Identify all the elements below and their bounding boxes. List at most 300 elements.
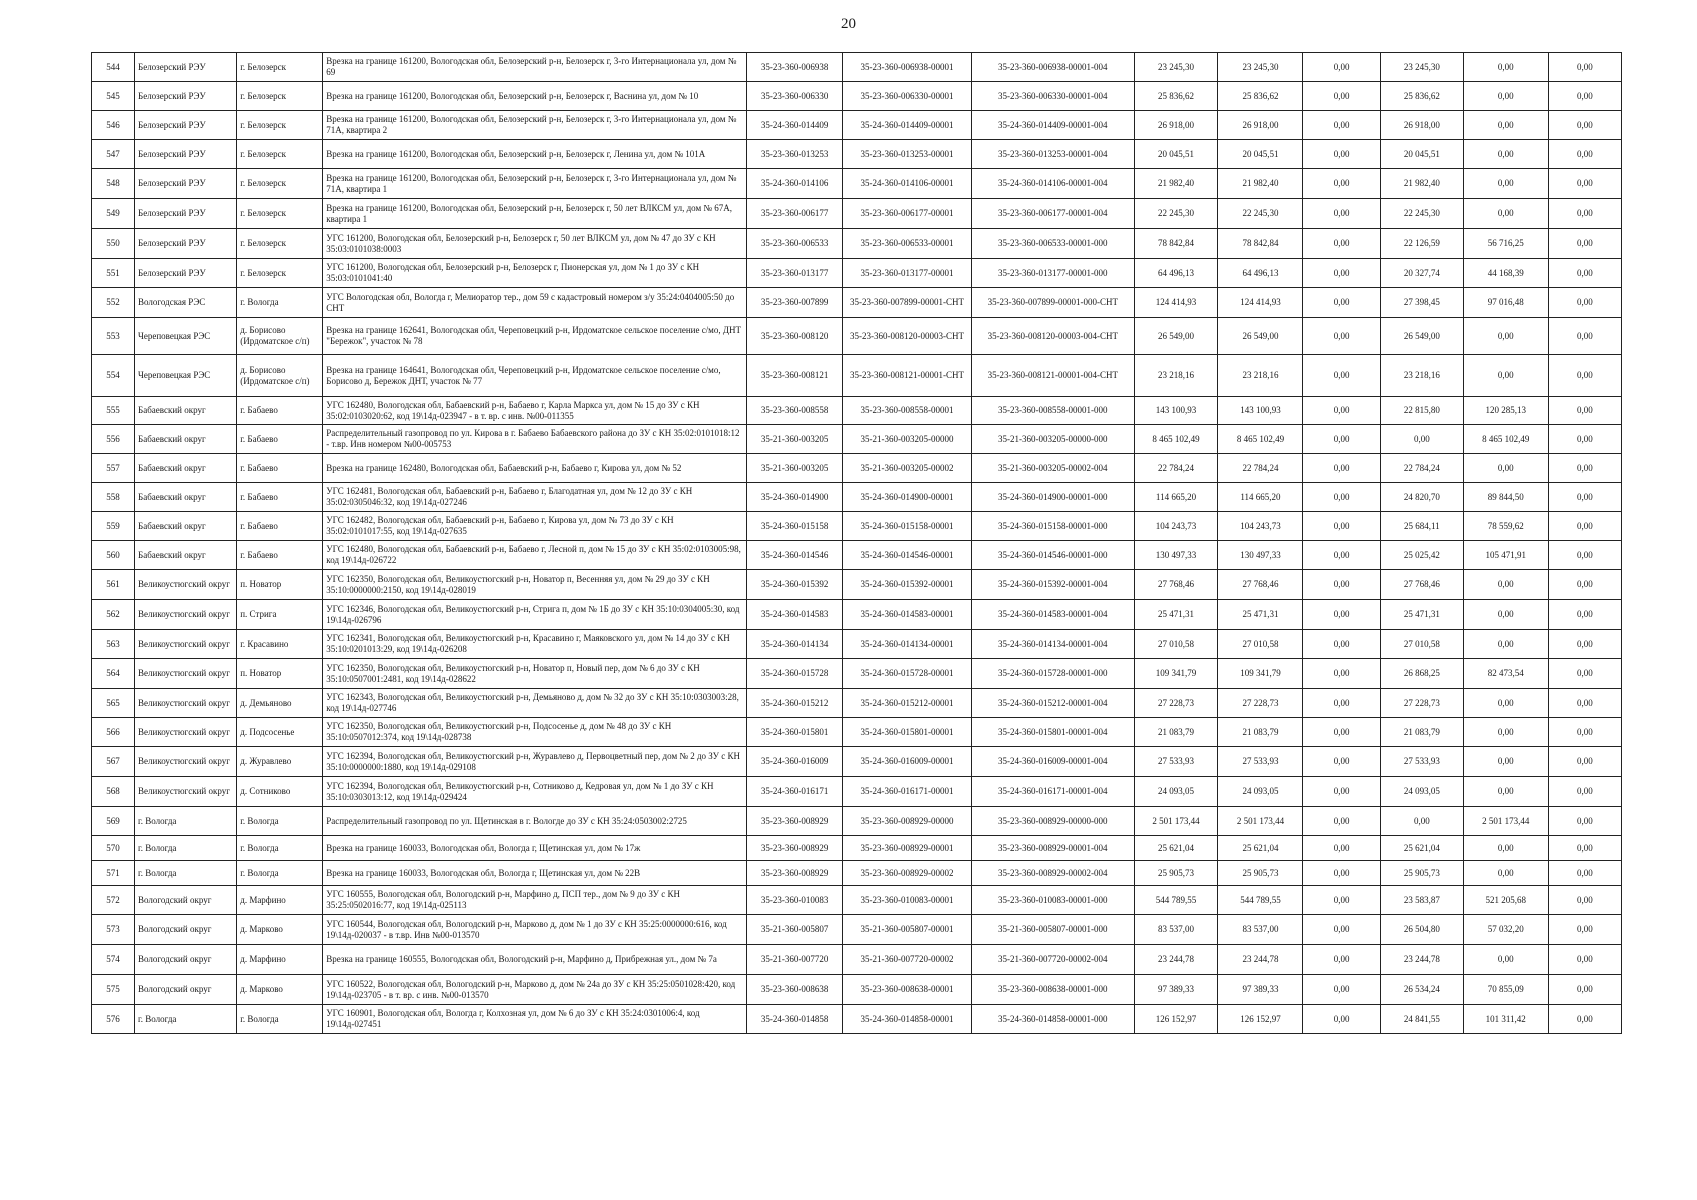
cell-amount-6: 0,00 xyxy=(1548,570,1621,600)
cell-row-number: 547 xyxy=(92,140,135,169)
cell-amount-4: 23 583,87 xyxy=(1380,886,1463,915)
cell-object-full-code: 35-24-360-015801-00001-004 xyxy=(972,718,1134,747)
cell-object-description: Врезка на границе 164641, Вологодская обл, Череповецкий р-н, Ирдоматское сельское поселение с/мо, Борисово д, Бережок ДНТ, участок № 77 xyxy=(323,355,747,397)
cell-object-code: 35-24-360-015158 xyxy=(747,512,843,541)
cell-organization: Бабаевский округ xyxy=(135,512,237,541)
table-row xyxy=(92,975,1622,1005)
table-row xyxy=(92,397,1622,425)
cell-object-description: УГС 162482, Вологодская обл, Бабаевский р-н, Бабаево г, Кирова ул, дом № 73 до ЗУ с КН 35:02:0101017:55, код 19\14д-027635 xyxy=(323,512,747,541)
cell-object-code: 35-23-360-008121 xyxy=(747,355,843,397)
cell-amount-total: 25 905,73 xyxy=(1134,861,1218,886)
cell-row-number: 570 xyxy=(92,836,135,861)
cell-amount-4: 26 918,00 xyxy=(1380,111,1463,140)
cell-object-full-code: 35-23-360-008558-00001-000 xyxy=(972,397,1134,425)
table-row xyxy=(92,454,1622,483)
cell-object-full-code: 35-21-360-003205-00002-004 xyxy=(972,454,1134,483)
cell-amount-3: 0,00 xyxy=(1303,886,1380,915)
cell-organization: Белозерский РЭУ xyxy=(135,259,237,288)
cell-object-code: 35-24-360-014409 xyxy=(747,111,843,140)
cell-amount-6: 0,00 xyxy=(1548,259,1621,288)
cell-row-number: 574 xyxy=(92,945,135,975)
cell-object-full-code: 35-24-360-015158-00001-000 xyxy=(972,512,1134,541)
cell-object-subcode: 35-23-360-013253-00001 xyxy=(842,140,971,169)
cell-locality: г. Белозерск xyxy=(237,169,323,199)
cell-locality: г. Бабаево xyxy=(237,483,323,512)
cell-amount-6: 0,00 xyxy=(1548,689,1621,718)
cell-object-full-code: 35-24-360-015728-00001-000 xyxy=(972,659,1134,689)
cell-amount-6: 0,00 xyxy=(1548,541,1621,570)
cell-amount-4: 27 768,46 xyxy=(1380,570,1463,600)
cell-amount-total: 27 768,46 xyxy=(1134,570,1218,600)
cell-object-subcode: 35-24-360-014900-00001 xyxy=(842,483,971,512)
cell-object-code: 35-23-360-006533 xyxy=(747,229,843,259)
cell-object-subcode: 35-23-360-008929-00002 xyxy=(842,861,971,886)
cell-amount-total: 130 497,33 xyxy=(1134,541,1218,570)
cell-object-code: 35-24-360-014858 xyxy=(747,1005,843,1034)
cell-object-subcode: 35-24-360-014134-00001 xyxy=(842,630,971,659)
cell-organization: г. Вологда xyxy=(135,836,237,861)
cell-amount-5: 56 716,25 xyxy=(1463,229,1548,259)
cell-amount-2: 25 621,04 xyxy=(1218,836,1303,861)
cell-amount-4: 21 083,79 xyxy=(1380,718,1463,747)
cell-row-number: 568 xyxy=(92,777,135,807)
cell-amount-5: 0,00 xyxy=(1463,199,1548,229)
cell-amount-total: 64 496,13 xyxy=(1134,259,1218,288)
cell-amount-3: 0,00 xyxy=(1303,288,1380,318)
cell-object-description: УГС 162341, Вологодская обл, Великоустюгский р-н, Красавино г, Маяковского ул, дом № 14 до ЗУ с КН 35:10:0201013:29, код 19\14д-026208 xyxy=(323,630,747,659)
cell-amount-total: 2 501 173,44 xyxy=(1134,807,1218,836)
table-row xyxy=(92,836,1622,861)
cell-row-number: 562 xyxy=(92,600,135,630)
cell-amount-5: 0,00 xyxy=(1463,111,1548,140)
cell-object-full-code: 35-24-360-014900-00001-000 xyxy=(972,483,1134,512)
cell-amount-total: 21 982,40 xyxy=(1134,169,1218,199)
cell-amount-4: 27 398,45 xyxy=(1380,288,1463,318)
cell-locality: г. Вологда xyxy=(237,807,323,836)
cell-locality: п. Стрига xyxy=(237,600,323,630)
cell-object-description: Врезка на границе 161200, Вологодская обл, Белозерский р-н, Белозерск г, 3-го Интернационала ул, дом № 71А, квартира 2 xyxy=(323,111,747,140)
table-row xyxy=(92,425,1622,454)
cell-locality: г. Белозерск xyxy=(237,199,323,229)
cell-object-full-code: 35-21-360-007720-00002-004 xyxy=(972,945,1134,975)
cell-amount-3: 0,00 xyxy=(1303,747,1380,777)
cell-object-description: Врезка на границе 160033, Вологодская обл, Вологда г, Щетинская ул, дом № 17ж xyxy=(323,836,747,861)
table-row xyxy=(92,288,1622,318)
cell-object-description: УГС 160555, Вологодская обл, Вологодский р-н, Марфино д, ПСП тер., дом № 9 до ЗУ с КН 35:25:0502016:77, код 19\14д-025113 xyxy=(323,886,747,915)
cell-amount-3: 0,00 xyxy=(1303,807,1380,836)
cell-amount-4: 0,00 xyxy=(1380,807,1463,836)
cell-locality: г. Белозерск xyxy=(237,53,323,82)
cell-object-subcode: 35-23-360-008929-00001 xyxy=(842,836,971,861)
cell-amount-4: 26 868,25 xyxy=(1380,659,1463,689)
cell-amount-5: 0,00 xyxy=(1463,318,1548,355)
cell-amount-3: 0,00 xyxy=(1303,397,1380,425)
cell-object-description: УГС 162343, Вологодская обл, Великоустюгский р-н, Демьяново д, дом № 32 до ЗУ с КН 35:10:0303003:28, код 19\14д-027746 xyxy=(323,689,747,718)
cell-amount-2: 26 549,00 xyxy=(1218,318,1303,355)
cell-amount-4: 23 244,78 xyxy=(1380,945,1463,975)
cell-amount-3: 0,00 xyxy=(1303,600,1380,630)
cell-amount-6: 0,00 xyxy=(1548,397,1621,425)
cell-amount-4: 25 905,73 xyxy=(1380,861,1463,886)
cell-object-subcode: 35-23-360-013177-00001 xyxy=(842,259,971,288)
cell-object-code: 35-23-360-013177 xyxy=(747,259,843,288)
cell-row-number: 564 xyxy=(92,659,135,689)
cell-object-code: 35-24-360-015801 xyxy=(747,718,843,747)
cell-amount-3: 0,00 xyxy=(1303,718,1380,747)
cell-row-number: 569 xyxy=(92,807,135,836)
cell-amount-6: 0,00 xyxy=(1548,111,1621,140)
cell-object-subcode: 35-23-360-008558-00001 xyxy=(842,397,971,425)
cell-amount-4: 24 841,55 xyxy=(1380,1005,1463,1034)
table-row xyxy=(92,199,1622,229)
cell-amount-2: 22 784,24 xyxy=(1218,454,1303,483)
cell-amount-6: 0,00 xyxy=(1548,288,1621,318)
cell-amount-2: 27 768,46 xyxy=(1218,570,1303,600)
cell-organization: г. Вологда xyxy=(135,861,237,886)
cell-object-description: УГС 162480, Вологодская обл, Бабаевский р-н, Бабаево г, Лесной п, дом № 15 до ЗУ с КН 35:02:0103005:98, код 19\14д-026722 xyxy=(323,541,747,570)
cell-amount-4: 24 820,70 xyxy=(1380,483,1463,512)
cell-object-code: 35-23-360-008120 xyxy=(747,318,843,355)
cell-amount-2: 26 918,00 xyxy=(1218,111,1303,140)
cell-object-description: УГС 160901, Вологодская обл, Вологда г, Колхозная ул, дом № 6 до ЗУ с КН 35:24:0301006:4, код 19\14д-027451 xyxy=(323,1005,747,1034)
cell-amount-5: 0,00 xyxy=(1463,945,1548,975)
cell-amount-total: 143 100,93 xyxy=(1134,397,1218,425)
cell-locality: г. Белозерск xyxy=(237,229,323,259)
cell-row-number: 557 xyxy=(92,454,135,483)
cell-row-number: 563 xyxy=(92,630,135,659)
cell-object-subcode: 35-23-360-008120-00003-СНТ xyxy=(842,318,971,355)
cell-amount-total: 26 918,00 xyxy=(1134,111,1218,140)
cell-amount-3: 0,00 xyxy=(1303,259,1380,288)
cell-amount-5: 0,00 xyxy=(1463,53,1548,82)
cell-amount-6: 0,00 xyxy=(1548,140,1621,169)
table-row xyxy=(92,111,1622,140)
cell-amount-6: 0,00 xyxy=(1548,483,1621,512)
cell-amount-5: 0,00 xyxy=(1463,689,1548,718)
cell-organization: г. Вологда xyxy=(135,1005,237,1034)
cell-organization: Великоустюгский округ xyxy=(135,718,237,747)
cell-locality: г. Вологда xyxy=(237,861,323,886)
cell-amount-6: 0,00 xyxy=(1548,454,1621,483)
cell-amount-6: 0,00 xyxy=(1548,747,1621,777)
cell-amount-5: 105 471,91 xyxy=(1463,541,1548,570)
cell-amount-5: 89 844,50 xyxy=(1463,483,1548,512)
cell-amount-5: 70 855,09 xyxy=(1463,975,1548,1005)
cell-object-description: УГС 161200, Вологодская обл, Белозерский р-н, Белозерск г, 50 лет ВЛКСМ ул, дом № 47 до ЗУ с КН 35:03:0101038:0003 xyxy=(323,229,747,259)
cell-object-subcode: 35-23-360-008638-00001 xyxy=(842,975,971,1005)
cell-amount-3: 0,00 xyxy=(1303,199,1380,229)
cell-amount-5: 2 501 173,44 xyxy=(1463,807,1548,836)
cell-amount-total: 25 471,31 xyxy=(1134,600,1218,630)
cell-object-full-code: 35-24-360-014583-00001-004 xyxy=(972,600,1134,630)
cell-row-number: 549 xyxy=(92,199,135,229)
cell-object-full-code: 35-24-360-015212-00001-004 xyxy=(972,689,1134,718)
cell-object-subcode: 35-21-360-005807-00001 xyxy=(842,915,971,945)
cell-amount-6: 0,00 xyxy=(1548,777,1621,807)
cell-amount-3: 0,00 xyxy=(1303,1005,1380,1034)
cell-organization: Великоустюгский округ xyxy=(135,570,237,600)
cell-amount-total: 26 549,00 xyxy=(1134,318,1218,355)
cell-object-description: Врезка на границе 162480, Вологодская обл, Бабаевский р-н, Бабаево г, Кирова ул, дом № 52 xyxy=(323,454,747,483)
cell-organization: Великоустюгский округ xyxy=(135,689,237,718)
cell-amount-5: 0,00 xyxy=(1463,454,1548,483)
cell-locality: г. Вологда xyxy=(237,288,323,318)
cell-amount-3: 0,00 xyxy=(1303,570,1380,600)
cell-row-number: 573 xyxy=(92,915,135,945)
cell-amount-4: 26 549,00 xyxy=(1380,318,1463,355)
cell-amount-4: 25 471,31 xyxy=(1380,600,1463,630)
cell-amount-3: 0,00 xyxy=(1303,541,1380,570)
cell-object-subcode: 35-24-360-015158-00001 xyxy=(842,512,971,541)
cell-amount-total: 23 218,16 xyxy=(1134,355,1218,397)
cell-object-full-code: 35-23-360-006177-00001-004 xyxy=(972,199,1134,229)
cell-amount-4: 26 504,80 xyxy=(1380,915,1463,945)
cell-amount-3: 0,00 xyxy=(1303,659,1380,689)
cell-object-code: 35-21-360-007720 xyxy=(747,945,843,975)
cell-amount-3: 0,00 xyxy=(1303,945,1380,975)
table-row xyxy=(92,82,1622,111)
cell-amount-2: 544 789,55 xyxy=(1218,886,1303,915)
cell-object-code: 35-24-360-014900 xyxy=(747,483,843,512)
cell-organization: Великоустюгский округ xyxy=(135,659,237,689)
cell-amount-5: 0,00 xyxy=(1463,140,1548,169)
cell-object-code: 35-24-360-014134 xyxy=(747,630,843,659)
cell-object-full-code: 35-23-360-006330-00001-004 xyxy=(972,82,1134,111)
cell-locality: д. Демьяново xyxy=(237,689,323,718)
cell-amount-total: 23 244,78 xyxy=(1134,945,1218,975)
cell-object-full-code: 35-23-360-007899-00001-000-СНТ xyxy=(972,288,1134,318)
cell-amount-5: 8 465 102,49 xyxy=(1463,425,1548,454)
cell-object-code: 35-23-360-008929 xyxy=(747,861,843,886)
cell-object-code: 35-21-360-005807 xyxy=(747,915,843,945)
cell-amount-total: 126 152,97 xyxy=(1134,1005,1218,1034)
cell-organization: Великоустюгский округ xyxy=(135,777,237,807)
cell-object-full-code: 35-21-360-005807-00001-000 xyxy=(972,915,1134,945)
table-row xyxy=(92,229,1622,259)
table-row xyxy=(92,541,1622,570)
cell-object-subcode: 35-21-360-003205-00002 xyxy=(842,454,971,483)
cell-amount-5: 101 311,42 xyxy=(1463,1005,1548,1034)
table-row xyxy=(92,259,1622,288)
cell-amount-2: 21 982,40 xyxy=(1218,169,1303,199)
cell-object-description: УГС 162480, Вологодская обл, Бабаевский р-н, Бабаево г, Карла Маркса ул, дом № 15 до ЗУ с КН 35:02:0103020:62, код 19\14д-023947 - в т. вр. с инв. №00-011355 xyxy=(323,397,747,425)
cell-locality: г. Белозерск xyxy=(237,111,323,140)
cell-row-number: 558 xyxy=(92,483,135,512)
cell-object-code: 35-23-360-006177 xyxy=(747,199,843,229)
cell-amount-4: 22 784,24 xyxy=(1380,454,1463,483)
cell-object-subcode: 35-23-360-006177-00001 xyxy=(842,199,971,229)
cell-amount-5: 0,00 xyxy=(1463,600,1548,630)
cell-amount-4: 20 327,74 xyxy=(1380,259,1463,288)
cell-amount-2: 23 244,78 xyxy=(1218,945,1303,975)
table-row xyxy=(92,659,1622,689)
cell-amount-total: 97 389,33 xyxy=(1134,975,1218,1005)
cell-locality: д. Борисово (Ирдоматское с/п) xyxy=(237,318,323,355)
cell-amount-3: 0,00 xyxy=(1303,777,1380,807)
cell-object-code: 35-24-360-014106 xyxy=(747,169,843,199)
table-row xyxy=(92,53,1622,82)
cell-amount-5: 521 205,68 xyxy=(1463,886,1548,915)
cell-amount-5: 57 032,20 xyxy=(1463,915,1548,945)
cell-amount-6: 0,00 xyxy=(1548,425,1621,454)
cell-object-subcode: 35-23-360-006938-00001 xyxy=(842,53,971,82)
cell-amount-5: 0,00 xyxy=(1463,570,1548,600)
cell-locality: д. Сотниково xyxy=(237,777,323,807)
table-row xyxy=(92,512,1622,541)
cell-object-description: УГС Вологодская обл, Вологда г, Мелиоратор тер., дом 59 с кадастровый номером з/у 35:24:0404005:50 до СНТ xyxy=(323,288,747,318)
cell-object-subcode: 35-21-360-007720-00002 xyxy=(842,945,971,975)
cell-amount-3: 0,00 xyxy=(1303,975,1380,1005)
cell-organization: Белозерский РЭУ xyxy=(135,140,237,169)
cell-amount-6: 0,00 xyxy=(1548,975,1621,1005)
cell-locality: п. Новатор xyxy=(237,659,323,689)
cell-amount-2: 8 465 102,49 xyxy=(1218,425,1303,454)
cell-object-description: УГС 162350, Вологодская обл, Великоустюгский р-н, Новатор п, Весенняя ул, дом № 29 до ЗУ с КН 35:10:0000000:2150, код 19\14д-028019 xyxy=(323,570,747,600)
cell-amount-4: 22 815,80 xyxy=(1380,397,1463,425)
cell-amount-total: 25 836,62 xyxy=(1134,82,1218,111)
cell-organization: Белозерский РЭУ xyxy=(135,199,237,229)
cell-amount-4: 25 025,42 xyxy=(1380,541,1463,570)
cell-amount-total: 8 465 102,49 xyxy=(1134,425,1218,454)
cell-locality: г. Бабаево xyxy=(237,397,323,425)
cell-amount-total: 20 045,51 xyxy=(1134,140,1218,169)
cell-object-code: 35-23-360-010083 xyxy=(747,886,843,915)
cell-row-number: 553 xyxy=(92,318,135,355)
table-row xyxy=(92,718,1622,747)
cell-object-subcode: 35-24-360-015392-00001 xyxy=(842,570,971,600)
cell-row-number: 567 xyxy=(92,747,135,777)
cell-organization: Белозерский РЭУ xyxy=(135,169,237,199)
table-row xyxy=(92,570,1622,600)
cell-organization: Белозерский РЭУ xyxy=(135,53,237,82)
cell-row-number: 566 xyxy=(92,718,135,747)
cell-organization: Белозерский РЭУ xyxy=(135,111,237,140)
cell-row-number: 556 xyxy=(92,425,135,454)
cell-amount-2: 64 496,13 xyxy=(1218,259,1303,288)
cell-organization: Белозерский РЭУ xyxy=(135,229,237,259)
cell-amount-4: 27 228,73 xyxy=(1380,689,1463,718)
cell-object-subcode: 35-24-360-014546-00001 xyxy=(842,541,971,570)
cell-locality: д. Марфино xyxy=(237,886,323,915)
cell-locality: г. Белозерск xyxy=(237,82,323,111)
cell-object-description: Врезка на границе 161200, Вологодская обл, Белозерский р-н, Белозерск г, 3-го Интернационала ул, дом № 69 xyxy=(323,53,747,82)
cell-object-full-code: 35-23-360-008638-00001-000 xyxy=(972,975,1134,1005)
cell-amount-total: 22 245,30 xyxy=(1134,199,1218,229)
cell-object-subcode: 35-23-360-006533-00001 xyxy=(842,229,971,259)
cell-object-code: 35-23-360-013253 xyxy=(747,140,843,169)
cell-amount-6: 0,00 xyxy=(1548,630,1621,659)
cell-amount-5: 0,00 xyxy=(1463,718,1548,747)
cell-object-subcode: 35-23-360-006330-00001 xyxy=(842,82,971,111)
cell-locality: п. Новатор xyxy=(237,570,323,600)
cell-object-full-code: 35-23-360-010083-00001-000 xyxy=(972,886,1134,915)
cell-amount-2: 20 045,51 xyxy=(1218,140,1303,169)
cell-locality: д. Журавлево xyxy=(237,747,323,777)
cell-object-subcode: 35-23-360-008121-00001-СНТ xyxy=(842,355,971,397)
cell-amount-6: 0,00 xyxy=(1548,229,1621,259)
cell-amount-2: 104 243,73 xyxy=(1218,512,1303,541)
cell-amount-5: 0,00 xyxy=(1463,630,1548,659)
table-row xyxy=(92,630,1622,659)
cell-amount-5: 0,00 xyxy=(1463,355,1548,397)
cell-amount-3: 0,00 xyxy=(1303,630,1380,659)
cell-object-subcode: 35-24-360-014409-00001 xyxy=(842,111,971,140)
cell-locality: д. Марфино xyxy=(237,945,323,975)
cell-object-full-code: 35-24-360-014409-00001-004 xyxy=(972,111,1134,140)
cell-organization: Великоустюгский округ xyxy=(135,600,237,630)
cell-amount-2: 130 497,33 xyxy=(1218,541,1303,570)
cell-amount-2: 24 093,05 xyxy=(1218,777,1303,807)
cell-object-subcode: 35-23-360-007899-00001-СНТ xyxy=(842,288,971,318)
cell-amount-2: 27 228,73 xyxy=(1218,689,1303,718)
cell-amount-4: 22 126,59 xyxy=(1380,229,1463,259)
cell-object-code: 35-23-360-008638 xyxy=(747,975,843,1005)
cell-row-number: 554 xyxy=(92,355,135,397)
cell-organization: Бабаевский округ xyxy=(135,483,237,512)
cell-amount-5: 0,00 xyxy=(1463,777,1548,807)
cell-object-full-code: 35-23-360-008929-00001-004 xyxy=(972,836,1134,861)
cell-amount-6: 0,00 xyxy=(1548,659,1621,689)
cell-amount-6: 0,00 xyxy=(1548,355,1621,397)
cell-amount-6: 0,00 xyxy=(1548,718,1621,747)
cell-row-number: 565 xyxy=(92,689,135,718)
cell-amount-5: 0,00 xyxy=(1463,861,1548,886)
cell-amount-total: 114 665,20 xyxy=(1134,483,1218,512)
cell-amount-2: 25 836,62 xyxy=(1218,82,1303,111)
cell-row-number: 561 xyxy=(92,570,135,600)
cell-object-code: 35-24-360-016171 xyxy=(747,777,843,807)
cell-object-subcode: 35-24-360-014858-00001 xyxy=(842,1005,971,1034)
cell-locality: д. Подсосенье xyxy=(237,718,323,747)
cell-amount-5: 78 559,62 xyxy=(1463,512,1548,541)
cell-organization: Череповецкая РЭС xyxy=(135,318,237,355)
cell-amount-total: 124 414,93 xyxy=(1134,288,1218,318)
cell-amount-6: 0,00 xyxy=(1548,1005,1621,1034)
cell-object-full-code: 35-24-360-016009-00001-004 xyxy=(972,747,1134,777)
cell-object-subcode: 35-24-360-014106-00001 xyxy=(842,169,971,199)
cell-amount-3: 0,00 xyxy=(1303,318,1380,355)
cell-amount-6: 0,00 xyxy=(1548,915,1621,945)
cell-amount-6: 0,00 xyxy=(1548,82,1621,111)
cell-amount-6: 0,00 xyxy=(1548,512,1621,541)
cell-locality: г. Красавино xyxy=(237,630,323,659)
cell-object-description: Врезка на границе 161200, Вологодская обл, Белозерский р-н, Белозерск г, Ленина ул, дом № 101А xyxy=(323,140,747,169)
cell-object-full-code: 35-24-360-014134-00001-004 xyxy=(972,630,1134,659)
cell-object-full-code: 35-23-360-013253-00001-004 xyxy=(972,140,1134,169)
cell-row-number: 555 xyxy=(92,397,135,425)
cell-amount-3: 0,00 xyxy=(1303,861,1380,886)
table-row xyxy=(92,355,1622,397)
cell-amount-4: 25 684,11 xyxy=(1380,512,1463,541)
cell-amount-5: 0,00 xyxy=(1463,747,1548,777)
cell-object-full-code: 35-23-360-006938-00001-004 xyxy=(972,53,1134,82)
table-row xyxy=(92,807,1622,836)
cell-object-full-code: 35-24-360-016171-00001-004 xyxy=(972,777,1134,807)
cell-row-number: 560 xyxy=(92,541,135,570)
cell-amount-5: 0,00 xyxy=(1463,169,1548,199)
cell-locality: г. Вологда xyxy=(237,836,323,861)
cell-object-code: 35-23-360-006330 xyxy=(747,82,843,111)
cell-locality: д. Марково xyxy=(237,975,323,1005)
cell-object-full-code: 35-23-360-008121-00001-004-СНТ xyxy=(972,355,1134,397)
cell-amount-4: 22 245,30 xyxy=(1380,199,1463,229)
register-body xyxy=(92,53,1622,1034)
cell-amount-6: 0,00 xyxy=(1548,886,1621,915)
cell-amount-6: 0,00 xyxy=(1548,318,1621,355)
cell-amount-total: 544 789,55 xyxy=(1134,886,1218,915)
cell-object-code: 35-23-360-008558 xyxy=(747,397,843,425)
cell-amount-3: 0,00 xyxy=(1303,140,1380,169)
